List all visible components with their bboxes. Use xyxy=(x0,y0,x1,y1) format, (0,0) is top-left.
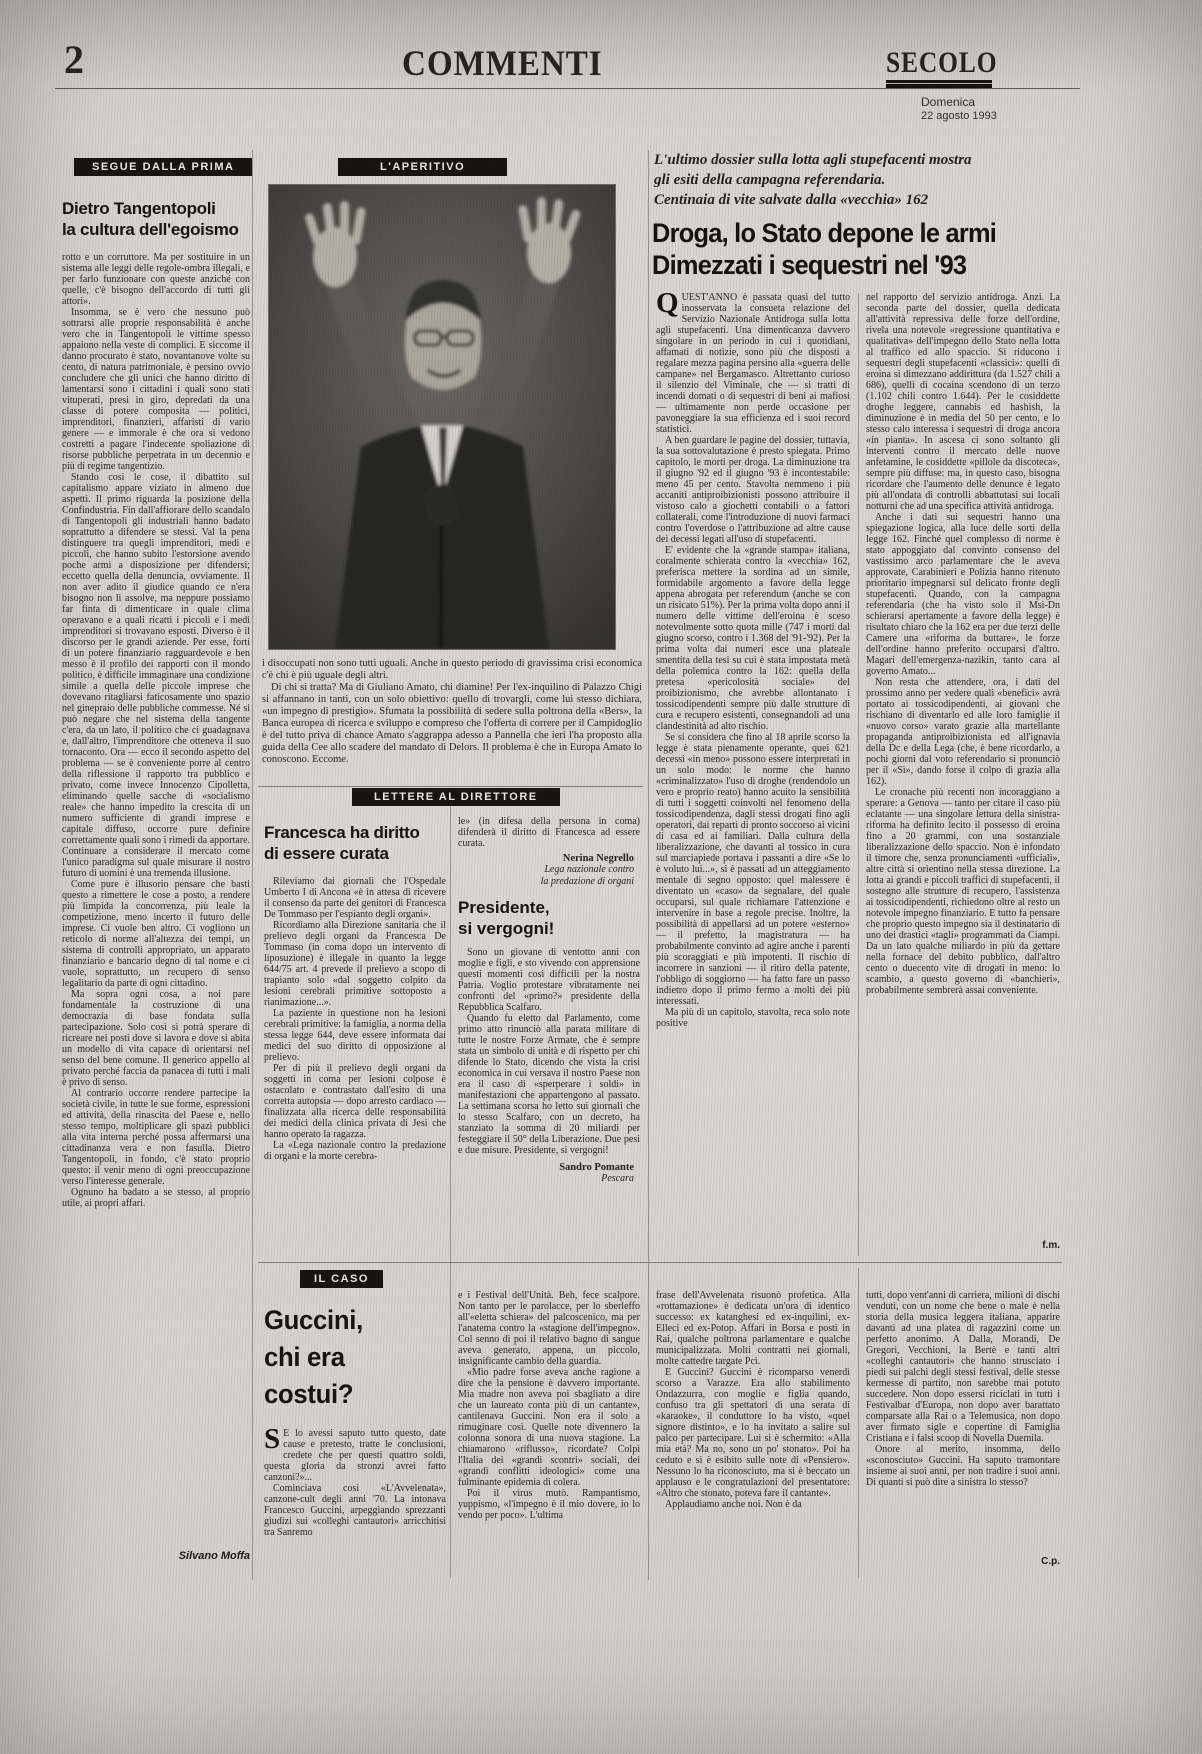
paragraph: Ricordiamo alla Direzione sanitaria che il prelievo degli organi da Francesca De Tommaso (in coma dopo un intervento di liposuzione) è illegale in quanto la legge 644/75 art. 4 prevede il prelievo a scopo di trapianto solo «dal soggetto colpito da lesioni cerebrali primitive sottoposto a rianimazione...». xyxy=(264,920,446,1008)
paragraph: Ognuno ha badato a se stesso, al proprio utile, ai propri affari. xyxy=(62,1187,250,1209)
title-line: Francesca ha diritto xyxy=(264,823,420,842)
column-separator xyxy=(450,788,451,1578)
title-line: chi era xyxy=(264,1342,345,1372)
title-line: si vergogni! xyxy=(458,919,555,938)
kicker-lettere: LETTERE AL DIRETTORE xyxy=(352,788,560,806)
caso-column-4 xyxy=(866,1290,1060,1552)
paragraph: Di chi si tratta? Ma di Giuliano Amato, chi diamine! Per l'ex-inquilino di Palazzo Chigi si affannano in tanti, con un solo obiettivo: quello di trovargli, come lui stesso dichiara, «un impegno di prestigio». Sfumata la possibilità di sedere sulla poltrona della «Bers», la Banca europea di ricerca e sviluppo e compreso che l'offerta di correre per il Campidoglio è del tutto priva di chance Amato s'aggrappa adesso a Pannella che ieri l'ha proposto alla guida della Cee allo scadere del mandato di Delors. Il problema è che in Europa Amato lo conoscono. Eccome. xyxy=(262,682,642,765)
drop-cap-s: S xyxy=(264,1428,281,1455)
aperitivo-body xyxy=(262,658,642,784)
letter2-body xyxy=(458,947,640,1156)
column-separator xyxy=(858,293,859,1256)
caso-column-1 xyxy=(264,1428,446,1576)
droga-column-1 xyxy=(656,292,850,1256)
title-line: Presidente, xyxy=(458,898,550,917)
paragraph: Insomma, se è vero che nessuno può sottrarsi alle proprie responsabilità è anche vero che in Tangentopoli le vittime spesso appaiono nella veste di complici. E siccome il danno procurato è stato, novantanove volte su cento, di natura patrimoniale, è persino ovvio concludere che gli unici che hanno diritto di lamentarsi sono i cittadini i quali sono stati vituperati, presi in giro, depredati da una classe di potere composita — politici, imprenditori, finanzieri, affaristi di vario genere — e immorale è che ora si vedono costretti a pagare l'indecente spoliazione di risorse pubbliche perpetrata in un decennio e più di regime tangentizio. xyxy=(62,307,250,472)
paragraph: Anche i dati sui sequestri hanno una spiegazione logica, alla luce delle sorti della legge 162. Finché quel complesso di norme è stato appoggiato dal convinto consenso del vastissimo arco parlamentare che le aveva approvate, Carabinieri e Polizia hanno ritenuto prioritario impegnarsi sul delicato fronte degli stupefacenti. Quando, con la campagna referendaria (che ha visto solo il Msi-Dn schierarsi apertamente a favore della legge) è risultato chiaro che la 162 era per due terzi delle Camere una «riforma da buttare», le forze dell'ordine hanno preferito occuparsi d'altro. Magari dell'emergenza-nazikin, tanto cara al governo Amato... xyxy=(866,512,1060,677)
tangentopoli-title xyxy=(62,198,252,240)
paragraph: Rileviamo dai giornali che l'Ospedale Umberto I di Ancona «è in attesa di ricevere il consenso da parte dei genitori di Francesca De Tommaso per l'espianto degli organi». xyxy=(264,876,446,920)
title-line: Dietro Tangentopoli xyxy=(62,199,216,218)
photo-man-hands-raised xyxy=(269,185,615,649)
kicker-segue-dalla-prima: SEGUE DALLA PRIMA xyxy=(74,158,252,176)
letter1-continuation: le» (in difesa della persona in coma) difenderà il diritto di Francesca ad essere curata. xyxy=(458,816,640,849)
kicker-il-caso: IL CASO xyxy=(300,1270,383,1288)
letter2-title xyxy=(458,897,640,939)
droga-headline-line1: Droga, lo Stato depone le armi xyxy=(652,218,997,248)
title-line: la cultura dell'egoismo xyxy=(62,220,239,239)
caso-column-3 xyxy=(656,1290,850,1578)
paragraph: Cominciava così «L'Avvelenata», canzone-cult degli anni '70. La intonava Francesco Guccini, arpeggiando sprezzanti giudizi sui «colleghi cantautori» arricchitisi tra Sanremo xyxy=(264,1483,446,1538)
paragraph: Quando fu eletto dal Parlamento, come primo atto rinunciò alla parata militare di tutte le nostre Forze Armate, che è sempre stata un simbolo di unità e di rispetto per chi difende lo Stato, dicendo che vista la crisi economica in cui versava il nostro Paese non era il caso di «sperperare i soldi» in manifestazioni che appartengono al passato. La settimana scorsa ho letto sui giornali che lo stesso Scalfaro, con un decreto, ha stanziato la somma di 20 miliardi per festeggiare il 50° della Liberazione. Due pesi e due misure. Presidente, si vergogni! xyxy=(458,1013,640,1156)
standfirst-line: gli esiti della campagna referendaria. xyxy=(654,172,886,188)
paragraph-text: E lo avessi saputo tutto questo, date cause e pretesto, tratte le conclusioni, credete che per questi quattro soldi, questa gloria da stronzi avrei fatto canzoni?»... xyxy=(264,1428,446,1483)
letter2-signer: Sandro Pomante xyxy=(559,1162,634,1173)
droga-headline-line2: Dimezzati i sequestri nel '93 xyxy=(652,250,967,280)
caso-top-rule xyxy=(258,1262,1062,1263)
page-number: 2 xyxy=(64,37,84,82)
caso-signature: C.p. xyxy=(1041,1556,1060,1567)
paragraph: La «Lega nazionale contro la predazione di organi e la morte cerebra- xyxy=(264,1140,446,1162)
paragraph: Ma sopra ogni cosa, a noi pare fondamentale la costruzione di una democrazia di base fondata sulla partecipazione. Solo così si potrà sperare di ricreare nei posti dove si lavora e dove si abita un modello di vita capace di orientarsi nel senso del bene comune. Il generico appello al privato perché faccia da panacea di tutti i mali è privo di senso. xyxy=(62,989,250,1088)
paragraph xyxy=(656,292,850,435)
paragraph: tutti, dopo vent'anni di carriera, milioni di dischi venduti, con un nome che bene o male è nella storia della musica leggera italiana, apparire davanti ad una platea di ragazzini come un perfetto anonimo. A Dalla, Morandi, De Gregori, Vecchioni, la Bertè e tanti altri «colleghi cantautori» che hanno strusciato i piedi sui palchi degli stessi festival, delle stesse kermesse di partito, non sarebbe mai potuto succedere. Non dopo essersi riciclati in tutti i Festivalbar d'Europa, non dopo aver barattato comparsate alla Rai o a Telemusica, non dopo aver firmato sigle e copertine di Famiglia Cristiana e i falsi scoop di Novella Duemila. xyxy=(866,1290,1060,1444)
letter1-signer-role: la predazione di organi xyxy=(540,875,634,887)
tangentopoli-body xyxy=(62,252,250,1544)
paragraph: Onore al merito, insomma, dello «sconosciuto» Guccini. Ha saputo tramontare insieme ai suoi anni, per non tradire i suoi anni. Di quanti si può dire a sinistra lo stesso? xyxy=(866,1444,1060,1488)
masthead-secolo: SECOLO xyxy=(886,46,998,79)
letter2-signature-block xyxy=(458,1162,640,1185)
letter1-body xyxy=(264,876,446,1256)
letter1-signer: Nerina Negrello xyxy=(562,853,634,864)
droga-standfirst xyxy=(654,150,1062,210)
column-separator xyxy=(648,150,649,1580)
drop-cap-q: Q xyxy=(656,292,679,319)
paragraph: rotto e un corruttore. Ma per sostituire in un sistema alle leggi delle regole-ombra illegali, e per farlo funzionare con queste anziché con quelle, c'è bisogno dell'accordo di tutti gli attori». xyxy=(62,252,250,307)
paragraph: Per di più il prelievo degli organi da soggetti in coma per lesioni colpose è ostacolato e contrastato dall'esito di una corretta autopsia — dopo arresto cardiaco — finalizzata alla ricerca delle responsabilità dei medici della clinica privata di Jesi che hanno operato la ragazza. xyxy=(264,1063,446,1140)
letter1-title xyxy=(264,822,448,864)
paragraph: nel rapporto del servizio antidroga. Anzi. La seconda parte del dossier, quella dedicata all'attività repressiva delle forze dell'ordine, rivela una notevole «regressione quantitativa e qualitativa» dell'impegno dello Stato nella lotta al traffico ed allo spaccio. Si riducono i sequestri degli stupefacenti «classici»: quelli di eroina si dimezzano addirittura (da 1.527 chili a 686), quelli di cocaina scendono di un terzo (1.102 chili contro 1.644). Per le cosiddette droghe leggere, cannabis ed hashish, la diminuzione è in media del 50 per cento, e lo stesso calo interessa i sequestri di droga ancora «in pianta». In ascesa ci sono soltanto gli interventi contro il mercato delle nuove anfetamine, le cosiddette «pillole da discoteca», sempre più diffuse: ma, in questo caso, bisogna ricordare che l'aumento delle denunce è legato più all'ondata di controlli abbattutasi sui locali notturni che ad una specifica attività antidroga. xyxy=(866,292,1060,512)
paragraph: Stando così le cose, il dibattito sul capitalismo appare viziato in almeno due aspetti. Il primo riguarda la posizione della Confindustria. Fin dall'affiorare dello scandalo di Tangentopoli gli industriali hanno badato soprattutto a difendere se stessi. Val la pena distinguere tra quegli imprenditori, medi e piccoli, che hanno subito l'estorsione avendo poche armi a disposizione per difendersi; eccetto quella della denuncia, ovviamente. Il non aver adito il giudice quando ce n'era bisogno non li assolve, ma neppure possiamo far finta di dimenticare in quale clima operavano e a quali ricatti i piccoli e i medi imprenditori si trovavano esposti. Diverso è il discorso per le grandi aziende. Per esse, forti di un potere finanziario ragguardevole e ben messo è il profilo dei rapporti con il mondo politico, è difficile immaginare una condizione simile a quella delle piccole imprese che dovevano ritagliarsi faticosamente uno spazio nel ginepraio delle pubbliche commesse. Né si può negare che nel sistema della tangente c'era, da un lato, il politico che ci guadagnava e, dall'altro, l'imprenditore che otteneva il suo tornaconto. Ora — ecco il secondo aspetto del problema — se è conveniente porre al centro della riflessione il rapporto tra pubblico e privato, come invece Innocenzo Cipolletta, eliminando quelle sacche di «socialismo reale» che hanno impedito la crescita di un numero sufficiente di grandi imprese e capitale diffuso, occorre pure definire correttamente quali sono i rimedi da apportare. Continuare a considerare il mercato come l'unico paradigma sul quale misurare il nostro futuro di uomini è una tremenda illusione. xyxy=(62,472,250,879)
aperitivo-photo xyxy=(268,184,616,650)
letters-column-2 xyxy=(458,816,640,1258)
droga-column-2 xyxy=(866,292,1060,1236)
paragraph: Se si considera che fino al 18 aprile scorso la legge è stata pienamente operante, quei 621 decessi «in meno» possono essere interpretati in un solo modo: le norme che hanno «criminalizzato» l'uso di droghe (rendendolo un vero e proprio reato) hanno acuito la sensibilità di tutti i soggetti coinvolti nel fenomeno della tossicodipendenza, dagli stessi drogati fino agli operatori, dai reparti di pronto soccorso ai vicini di casa ed ai familiari. Dalla cultura della liberalizzazione, che davanti al tossico in cura sul marciapiede portava i passanti a dire «Se lo è voluto lui...», si è passati ad un atteggiamento mentale di segno opposto: quel malessere è diventato un «caso» da segnalare, del quale occuparsi, sul quale richiamare l'attenzione e intervenire in base a regole precise. Inoltre, la possibilità di appellarsi ad un potere «esterno» — il prefetto, la magistratura — ha probabilmente convinto ad agire anche i parenti più scoraggiati e più impotenti. Il rischio di incorrere in sanzioni — il ritiro della patente, l'obbligo di soggiorno — ha fatto fare un passo indietro dopo il primo fermo a molti dei più interessati. xyxy=(656,732,850,1007)
paragraph xyxy=(264,1428,446,1483)
column-separator xyxy=(252,150,253,1580)
standfirst-line: L'ultimo dossier sulla lotta agli stupefacenti mostra xyxy=(654,152,972,168)
letter1-continuation-wrap xyxy=(458,816,640,849)
standfirst-line: Centinaia di vite salvate dalla «vecchia» 162 xyxy=(654,192,929,208)
date-full: 22 agosto 1993 xyxy=(921,110,997,122)
header-rule xyxy=(55,88,1080,89)
paragraph: Come pure è illusorio pensare che basti questo a rimettere le cose a posto, a rendere più limpida la concorrenza, più leale la competizione, meno incerto il futuro delle imprese. Ci vuole ben altro. Ci vogliono un reticolo di norme all'altezza dei tempi, un sistema di controlli appropriato, un apparato finanziario e bancario degno di tal nome e ci vuole, soprattutto, un recupero di senso legalitario da parte di ogni cittadino. xyxy=(62,879,250,989)
title-line: costui? xyxy=(264,1379,354,1409)
droga-signature: f.m. xyxy=(1042,1240,1060,1251)
paragraph: frase dell'Avvelenata risuonò profetica. Alla «rottamazione» è dedicata un'ora di identico successo: ex katanghesi ed ex-inquilini, ex-Elleci ed ex-Potop. Affari in Borsa e posti in Rai, qualche poltrona parlamentare e qualche municipalizzata. Molti contratti nei giornali, molte cattedre targate Pci. xyxy=(656,1290,850,1367)
paragraph: e i Festival dell'Unità. Beh, fece scalpore. Non tanto per le parolacce, per lo sberleffo all'«eletta schiera» del palcoscenico, ma per l'anatema contro la «stagione dell'impegno». Col senno di poi il relativo bagno di sangue aveva generato, appena, un piccolo, insignificante cambio della guardia. xyxy=(458,1290,640,1367)
letter1-signer-role: Lega nazionale contro xyxy=(544,864,634,875)
paragraph: A ben guardare le pagine del dossier, tuttavia, la sua sottovalutazione è presto spiegata. Primo capitolo, le morti per droga. La diminuzione tra il giugno '92 ed il giugno '93 è incontestabile: meno 45 per cento. Stavolta nemmeno i più accaniti antiproibizionisti possono attribuire il vistoso calo a giochetti contabili o a fattori collaterali, come l'introduzione di nuovi farmaci contro l'overdose o l'attribuzione ad altre cause dei decessi legati all'uso di stupefacenti. xyxy=(656,435,850,545)
caso-column-1-more xyxy=(264,1483,446,1538)
paragraph: «Mio padre forse aveva anche ragione a dire che la pensione è davvero importante. Mia madre non aveva poi sbagliato a dire che un laureato conta più di un cantante», cantilenava Guccini. Non era il solo a rimuginare così. Quelle note divennero la colonna sonora di una nuova stagione. La chiamarono «riflusso», ricordate? Colpì l'Italia dei «grandi scontri» sociali, dei «grandi conflitti ideologici» come una fulminante epidemia di colera. xyxy=(458,1367,640,1488)
letter2-signer-city: Pescara xyxy=(601,1173,634,1184)
paragraph: Non resta che attendere, ora, i dati del prossimo anno per vedere quali «benefici» avrà portato ai tossicodipendenti, ai giovani che rischiano di diventarlo ed alle loro famiglie il «nuovo corso» varato grazie alla martellante propaganda antiproibizionista ed all'ignavia della Dc e della Lega (che, è bene ricordarlo, a pochi giorni dal voto referendario si pronunciò per il «Sì», dando forse il colpo di grazia alla 162). xyxy=(866,677,1060,787)
column-separator xyxy=(858,1268,859,1578)
paragraph-text: UEST'ANNO è passata quasi del tutto inosservata la consueta relazione del Servizio Nazionale Antidroga sulla lotta agli stupefacenti. Una dimenticanza davvero singolare in un periodo in cui i quotidiani, affamati di notizie, sono più che disposti a regalare mezza pagina persino alla «guerra delle campane» nel Bergamasco. Altrettanto curioso il silenzio del Viminale, che — si tratti di incendi domati o di sequestri di beni ai mafiosi — ultimamente non perde occasione per pavoneggiare la sua efficienza ed i suoi record statistici. xyxy=(656,292,850,435)
letter1-signature-block xyxy=(458,853,640,887)
paragraph: Sono un giovane di ventotto anni con moglie e figli, e sto vivendo con apprensione questi momenti così difficili per la nostra Patria. Voglio protestare vibratamente nei confronti del «primo?» presidente della Repubblica Scalfaro. xyxy=(458,947,640,1013)
paragraph: Applaudiamo anche noi. Non è da xyxy=(665,1499,802,1510)
paragraph: La paziente in questione non ha lesioni cerebrali primitive: la famiglia, a norma della stessa legge 644, deve essere informata dai medici del suo diritto di opposizione al prelievo. xyxy=(264,1008,446,1063)
droga-column-1-more xyxy=(656,435,850,1029)
kicker-aperitivo: L'APERITIVO xyxy=(338,158,507,176)
paragraph: Ma più di un capitolo, stavolta, reca solo note positive xyxy=(656,1007,850,1029)
title-line: Guccini, xyxy=(264,1305,363,1335)
paragraph: E Guccini? Guccini è ricomparso venerdì scorso a Varazze. Era allo stabilimento Ondazzurra, con moglie e figlia quando, confuso tra gli spettatori di una serata di «karaoke», il conduttore lo ha visto, «quel signore distinto», e lo ha invitato a salire sul palco per partecipare. Lui si è schermito: «Alla mia età? Ma no, sono un po' stonato». Poi ha ceduto e si è esibito sulle note di «Pensiero». Nessuno lo ha riconosciuto, ma si è beccato un applauso e le congratulazioni del presentatore: «Altro che stonato, poteva fare il cantante». xyxy=(656,1367,850,1499)
tangentopoli-signature: Silvano Moffa xyxy=(178,1550,250,1562)
caso-column-2 xyxy=(458,1290,640,1578)
title-line: di essere curata xyxy=(264,844,389,863)
lettere-top-rule xyxy=(258,786,643,787)
date-day: Domenica xyxy=(921,95,976,109)
paragraph: Al contrario occorre rendere partecipe la società civile, in tutte le sue forme, espressioni ed attività, della rinascita del Paese e, nello stesso tempo, moltiplicare gli spazi pubblici alla vita interna perché possa affermarsi una cittadinanza vera e non fasulla. Dietro Tangentopoli, in fondo, c'è stato proprio questo: il venir meno di ogni preoccupazione verso l'interesse generale. xyxy=(62,1088,250,1187)
guccini-title xyxy=(264,1302,441,1413)
section-title: COMMENTI xyxy=(402,43,603,83)
paragraph: Le cronache più recenti non incoraggiano a sperare: a Genova — tanto per citare il caso più eclatante — una singolare lettura della sinistra-riforma ha definito lecito il possesso di eroina fino a 20 grammi, con una sostanziale liberalizzazione dello spaccio. Non è infondato il timore che, senza pronunciamenti «ufficiali», altre città si orientino nella stessa direzione. La lotta ai grandi e piccoli traffici di stupefacenti, il sostegno alle strutture di recupero, l'assistenza ai tossicodipendenti, richiedono oltre al resto un notevole impegno finanziario. E tutto fa pensare che proprio questo impegno sia il destinatario di uno dei drastici «tagli» programmati da Ciampi. Da un lato qualche miliardo in più da gettare nella fornace del debito pubblico, dall'altro cento o duecento vite di drogati in meno: lo scambio, a questo governo di «banchieri», probabilmente sembrerà assai conveniente. xyxy=(866,787,1060,996)
paragraph: Poi il virus mutò. Rampantismo, yuppismo, «l'impegno è il mio dovere, io lo vendo per poco». L'ultima xyxy=(458,1488,640,1521)
paragraph: i disoccupati non sono tutti uguali. Anche in questo periodo di gravissima crisi economica c'è chi è più uguale degli altri. xyxy=(262,658,642,681)
paragraph: E' evidente che la «grande stampa» italiana, coralmente schierata contro la «vecchia» 162, preferisca mettere la sordina ad un simile, formidabile argomento a favore della legge appena abrogata per referendum (anche se con un risicato 51%). Per la prima volta dopo anni il numero delle vittime dell'eroina è sceso notevolmente sotto quota mille (747 i morti dal giugno scorso, contro i 1.368 del '91-'92). Per la prima volta dai numeri esce una plateale smentita della tesi su cui è stata impostata metà della polemica contro la 162: quella della pretesa «pericolosità sociale» del proibizionismo, che avrebbe allontanato i tossicodipendenti sempre più dalle strutture di cura e recupero esistenti, consegnandoli ad una clandestinità ad alto rischio. xyxy=(656,545,850,732)
